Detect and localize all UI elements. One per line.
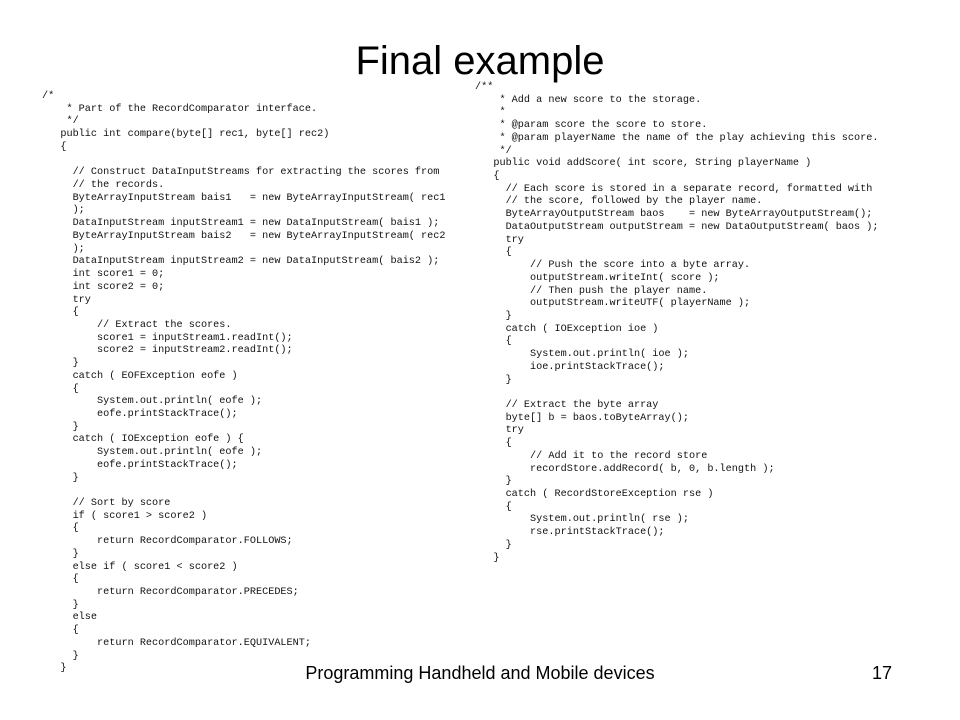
code-line: );: [42, 205, 85, 217]
code-line: }: [475, 539, 512, 551]
code-line: }: [42, 599, 79, 611]
code-line: recordStore.addRecord( b, 0, b.length );: [475, 463, 775, 475]
code-line: }: [42, 421, 79, 433]
code-line: *: [475, 107, 506, 119]
code-line: outputStream.writeInt( score );: [475, 272, 720, 284]
code-line: return RecordComparator.EQUIVALENT;: [42, 637, 311, 649]
code-line: ByteArrayInputStream bais1 = new ByteArrayInputStream( rec1: [42, 192, 446, 204]
code-line: * Add a new score to the storage.: [475, 94, 702, 106]
code-line: else: [42, 612, 98, 624]
code-line: /*: [42, 91, 55, 102]
code-line: {: [42, 141, 67, 153]
code-line: // Sort by score: [42, 498, 171, 509]
slide-title: Final example: [355, 39, 605, 83]
code-line: [42, 485, 446, 498]
code-line: }: [42, 358, 79, 370]
code-line: outputStream.writeUTF( playerName );: [475, 298, 751, 310]
code-line: {: [475, 438, 512, 450]
code-line: {: [42, 574, 79, 586]
code-line: System.out.println( rse );: [475, 514, 689, 526]
code-line: System.out.println( ioe );: [475, 349, 689, 361]
code-line: }: [42, 663, 67, 675]
code-line: DataOutputStream outputStream = new DataOutputStream( baos );: [475, 221, 879, 233]
code-line: /**: [475, 82, 494, 93]
code-line: System.out.println( eofe );: [42, 396, 263, 408]
code-line: {: [42, 383, 79, 395]
code-line: {: [475, 171, 500, 183]
code-line: }: [475, 310, 512, 322]
code-line: }: [475, 374, 512, 386]
code-line: {: [42, 307, 79, 319]
code-line: eofe.printStackTrace();: [42, 459, 238, 471]
code-line: }: [42, 472, 79, 484]
code-line: }: [42, 650, 79, 662]
code-line: * @param playerName the name of the play achieving this score.: [475, 132, 879, 144]
code-line: // Then push the player name.: [475, 285, 708, 297]
code-line: ioe.printStackTrace();: [475, 361, 665, 373]
code-line: DataInputStream inputStream2 = new DataInputStream( bais2 );: [42, 256, 440, 268]
code-line: score1 = inputStream1.readInt();: [42, 332, 293, 344]
code-line: try: [42, 294, 91, 306]
slide-footer: Programming Handheld and Mobile devices: [305, 663, 655, 683]
code-line: }: [42, 548, 79, 560]
code-line: }: [475, 552, 500, 564]
code-line: {: [475, 501, 512, 513]
code-line: DataInputStream inputStream1 = new DataInputStream( bais1 );: [42, 218, 440, 230]
code-line: {: [475, 247, 512, 259]
code-line: ByteArrayOutputStream baos = new ByteArrayOutputStream();: [475, 209, 873, 221]
code-line: try: [475, 234, 524, 246]
code-line: return RecordComparator.FOLLOWS;: [42, 536, 293, 548]
code-line: {: [42, 625, 79, 637]
code-line: rse.printStackTrace();: [475, 527, 665, 539]
code-line: */: [475, 145, 512, 157]
code-line: catch ( RecordStoreException rse ): [475, 489, 714, 500]
code-line: {: [42, 523, 79, 535]
page-number: 17: [871, 663, 892, 683]
code-line: return RecordComparator.PRECEDES;: [42, 587, 299, 599]
code-line: // Construct DataInputStreams for extracting the scores from: [42, 167, 440, 179]
code-line: eofe.printStackTrace();: [42, 408, 238, 420]
code-line: // the records.: [42, 180, 165, 192]
code-line: public void addScore( int score, String playerName ): [475, 158, 812, 170]
code-line: catch ( IOException eofe ) {: [42, 434, 244, 446]
code-block-left: [42, 91, 446, 676]
code-line: try: [475, 425, 524, 437]
code-line: * Part of the RecordComparator interface.: [42, 103, 318, 115]
code-line: // Each score is stored in a separate record, formatted with: [475, 183, 873, 195]
code-line: byte[] b = baos.toByteArray();: [475, 412, 689, 424]
code-line: ByteArrayInputStream bais2 = new ByteArrayInputStream( rec2: [42, 230, 446, 242]
code-line: * @param score the score to store.: [475, 120, 708, 132]
code-line: // Extract the byte array: [475, 399, 659, 411]
code-block-right: [475, 82, 879, 565]
code-line: catch ( IOException ioe ): [475, 323, 659, 335]
code-line: else if ( score1 < score2 ): [42, 561, 238, 573]
code-line: */: [42, 116, 79, 128]
code-line: // the score, followed by the player name.: [475, 196, 763, 208]
code-line: System.out.println( eofe );: [42, 447, 263, 459]
code-line: // Add it to the record store: [475, 450, 708, 462]
code-line: // Push the score into a byte array.: [475, 260, 751, 272]
code-line: if ( score1 > score2 ): [42, 510, 208, 522]
code-line: catch ( EOFException eofe ): [42, 370, 238, 382]
code-line: [475, 387, 879, 400]
code-line: }: [475, 476, 512, 488]
code-line: [42, 155, 446, 168]
code-line: public int compare(byte[] rec1, byte[] rec2): [42, 129, 330, 141]
code-line: int score1 = 0;: [42, 269, 165, 281]
code-line: // Extract the scores.: [42, 319, 232, 331]
code-line: {: [475, 336, 512, 348]
code-line: int score2 = 0;: [42, 281, 165, 293]
code-line: );: [42, 243, 85, 255]
code-line: score2 = inputStream2.readInt();: [42, 345, 293, 357]
